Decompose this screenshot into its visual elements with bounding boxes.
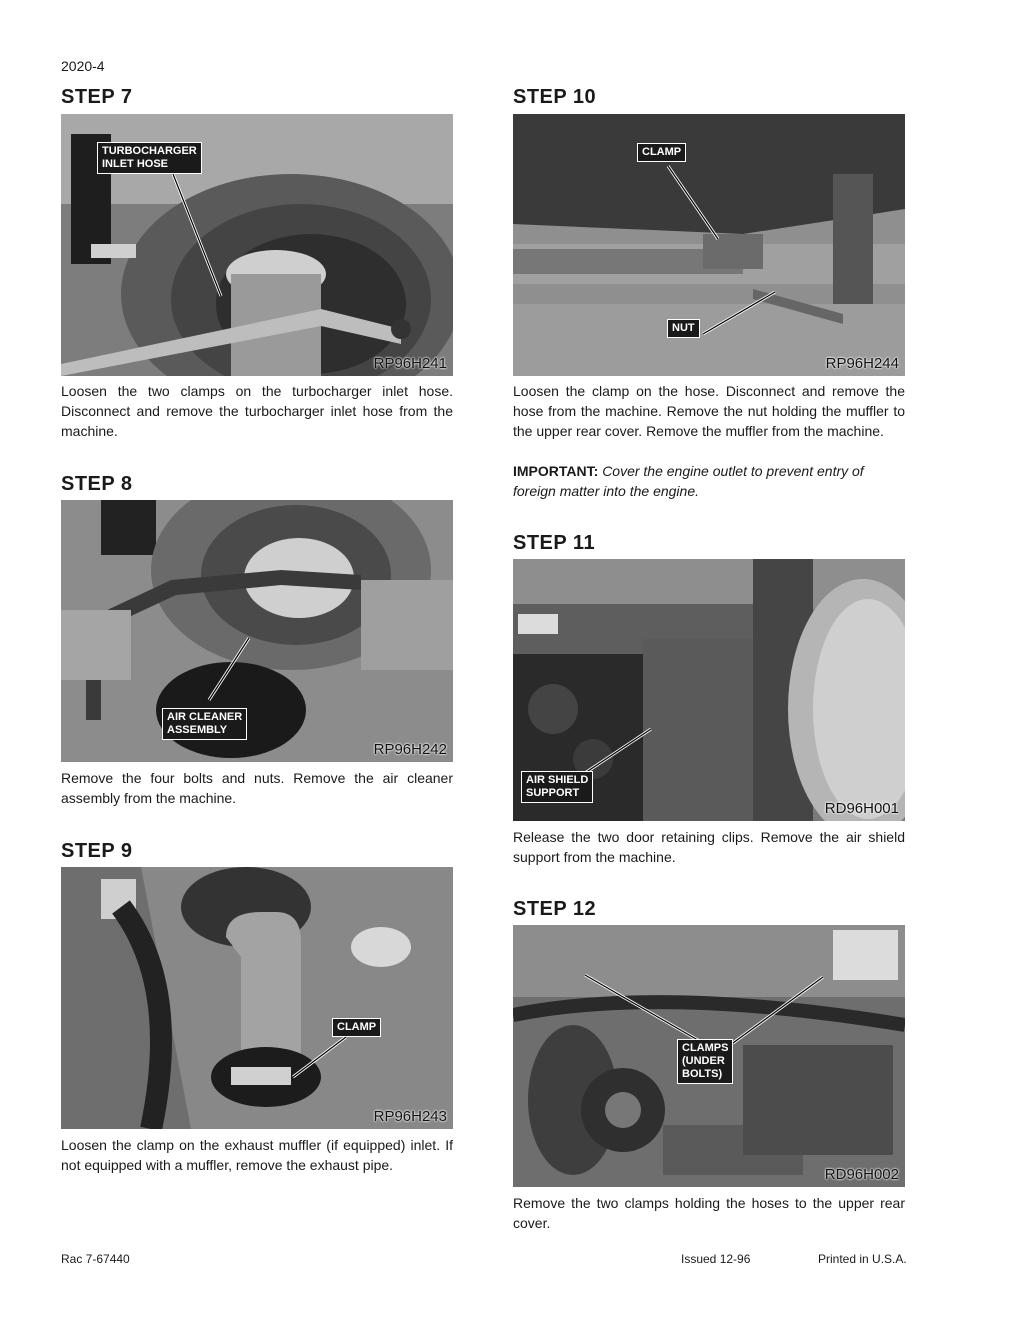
turbocharger-inlet-hose-callout	[97, 142, 202, 174]
step-9-title: STEP 9	[61, 840, 133, 862]
callout-line: INLET HOSE	[102, 158, 169, 170]
photo-code: RP96H241	[373, 355, 447, 372]
nut-callout	[667, 319, 700, 338]
step-10-title: STEP 10	[513, 86, 597, 108]
step-10-photo	[513, 114, 905, 376]
photo-code: RP96H242	[373, 741, 447, 758]
step-11-caption: Release the two door retaining clips. Remove the air shield support from the machine.	[513, 829, 905, 865]
callout-line: AIR SHIELD	[526, 774, 589, 786]
air-shield-support-callout	[521, 771, 593, 803]
step-10-caption: Loosen the clamp on the hose. Disconnect and remove the hose from the machine. Remove the nut holding the muffler to the upper rear cover. Remove the muffler from the machine.	[513, 383, 905, 439]
important-text: Cover the engine outlet to prevent entry of foreign matter into the engine.	[513, 463, 864, 499]
step-12-photo	[513, 925, 905, 1187]
step-9-caption: Loosen the clamp on the exhaust muffler (if equipped) inlet. If not equipped with a muffler, remove the exhaust pipe.	[61, 1137, 453, 1173]
important-label: IMPORTANT:	[513, 463, 599, 479]
photo-code: RD96H002	[824, 1166, 899, 1183]
callout-line: AIR CLEANER	[167, 711, 243, 723]
step-9-photo	[61, 867, 453, 1129]
step-7-photo	[61, 114, 453, 376]
footer-issued: Issued 12-96	[681, 1252, 751, 1266]
clamp-callout	[332, 1018, 381, 1037]
step-8-title: STEP 8	[61, 473, 133, 495]
step-7-title: STEP 7	[61, 86, 133, 108]
callout-line: TURBOCHARGER	[102, 145, 197, 157]
page-number: 2020-4	[61, 58, 105, 74]
callout-line: CLAMP	[642, 146, 682, 158]
callout-line: ASSEMBLY	[167, 724, 228, 736]
footer-doc-number: Rac 7-67440	[61, 1252, 130, 1266]
callout-line: SUPPORT	[526, 787, 580, 799]
callout-line: (UNDER	[682, 1055, 725, 1067]
clamp-callout	[637, 143, 686, 162]
step-11-title: STEP 11	[513, 532, 596, 554]
photo-code: RP96H244	[825, 355, 899, 372]
footer-printed: Printed in U.S.A.	[818, 1252, 907, 1266]
step-11-photo	[513, 559, 905, 821]
callout-line: CLAMPS	[682, 1042, 729, 1054]
step-12-title: STEP 12	[513, 898, 597, 920]
photo-code: RP96H243	[373, 1108, 447, 1125]
step-8-caption: Remove the four bolts and nuts. Remove the air cleaner assembly from the machine.	[61, 770, 453, 806]
callout-line: BOLTS)	[682, 1068, 723, 1080]
clamps-under-bolts-callout	[677, 1039, 733, 1084]
important-note	[513, 461, 905, 501]
callout-line: NUT	[672, 322, 695, 334]
callout-line: CLAMP	[337, 1021, 377, 1033]
photo-code: RD96H001	[824, 800, 899, 817]
step-7-caption: Loosen the two clamps on the turbocharger inlet hose. Disconnect and remove the turbocharger inlet hose from the machine.	[61, 383, 453, 439]
air-cleaner-assembly-callout	[162, 708, 247, 740]
step-8-photo	[61, 500, 453, 762]
step-12-caption: Remove the two clamps holding the hoses to the upper rear cover.	[513, 1195, 905, 1231]
